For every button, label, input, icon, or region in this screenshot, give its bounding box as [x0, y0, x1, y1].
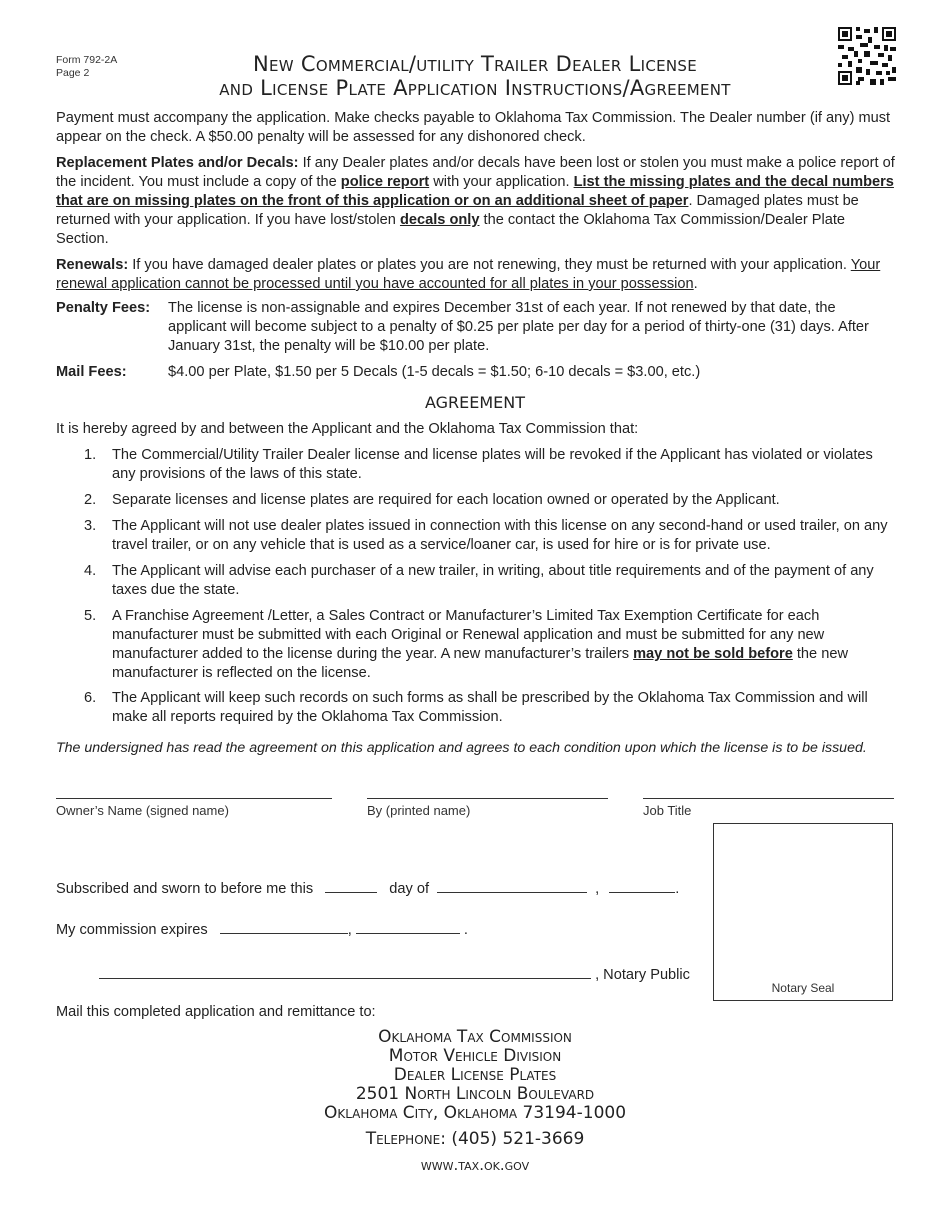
sworn-day-field[interactable]	[325, 877, 377, 893]
address-line-2: Motor Vehicle Division	[388, 1046, 562, 1066]
sworn-year-field[interactable]	[609, 877, 675, 893]
item-number: 2.	[84, 492, 97, 508]
notary-public-label: , Notary Public	[595, 967, 690, 983]
page-number: Page 2	[56, 67, 90, 79]
notary-signature-field[interactable]	[99, 963, 591, 979]
commission-expires-row	[56, 918, 468, 938]
page-title	[100, 52, 850, 100]
subscribed-sworn-row	[56, 877, 679, 897]
penalty-fees-label: Penalty Fees:	[56, 300, 151, 316]
decals-only-emphasis: decals only	[399, 212, 480, 228]
missing-plates-emphasis: List the missing plates and the decal numbers that are on missing plates on the front of this application or on an additional sheet of paper	[56, 174, 894, 209]
agreement-heading: AGREEMENT	[424, 393, 526, 412]
job-title-line[interactable]	[643, 798, 894, 799]
commission-month-day-field[interactable]	[220, 918, 348, 934]
qr-code-icon	[838, 27, 896, 85]
item-text: Separate licenses and license plates are required for each location owned or operated by the Applicant.	[112, 492, 780, 508]
commission-expires-label: My commission expires	[56, 922, 208, 938]
printed-name-label: By (printed name)	[367, 803, 471, 818]
payment-paragraph	[56, 109, 896, 147]
payment-text: Payment must accompany the application. Make checks payable to Oklahoma Tax Commission. The Dealer number (if any) must appear on the check. A $50.00 penalty will be assessed for any dishonored check.	[56, 110, 891, 145]
address-line-4: 2501 North Lincoln Boulevard	[355, 1084, 595, 1104]
notary-seal-label: Notary Seal	[771, 981, 835, 995]
police-report-emphasis: police report	[340, 174, 430, 190]
penalty-fees-row	[56, 299, 896, 356]
commission-year-field[interactable]	[356, 918, 460, 934]
comma-separator: ,	[595, 881, 600, 897]
mail-to-intro: Mail this completed application and remittance to:	[56, 1004, 376, 1020]
renewals-label: Renewals:	[56, 257, 129, 273]
replacement-paragraph	[56, 154, 896, 249]
item-text-a: A Franchise Agreement /Letter, a Sales Contract or Manufacturer’s Limited Tax Exemption Certificate for each manufacturer must be submitted with each Original or Renewal application and must be submitted for any new manufacturer added to the license during the year. A new manufacturer’s trailers	[112, 608, 825, 662]
item-text-c: the new manufacturer is reflected on the license.	[112, 646, 848, 681]
undersigned-statement: The undersigned has read the agreement on this application and agrees to each condition upon which the license is to be issued.	[56, 740, 867, 756]
mail-fees-text: $4.00 per Plate, $1.50 per 5 Decals (1-5 decals = $1.50; 6-10 decals = $3.00, etc.)	[168, 364, 701, 380]
item-text: The Applicant will keep such records on such forms as shall be prescribed by the Oklahoma Tax Commission and will make all reports required by the Oklahoma Tax Commission.	[112, 690, 868, 725]
item-number: 4.	[84, 563, 97, 579]
not-sold-emphasis: may not be sold before	[633, 646, 793, 662]
replacement-label: Replacement Plates and/or Decals:	[56, 155, 299, 171]
replacement-text-1: If any Dealer plates and/or decals have been lost or stolen you must make a police report of the incident. You must include a copy of the	[56, 155, 895, 190]
title-line-2: and License Plate Application Instructions/Agreement	[219, 76, 731, 100]
comma-separator: ,	[347, 922, 352, 938]
renewals-paragraph	[56, 256, 896, 294]
notary-seal-box	[713, 823, 893, 1001]
item-number: 6.	[84, 690, 97, 706]
penalty-fees-text: The license is non-assignable and expires December 31st of each year. If not renewed by that date, the applicant will become subject to a penalty of $0.25 per plate per day for a period of thirty-one (31) days. After January 31st, the penalty will be $10.00 per plate.	[168, 300, 869, 354]
renewals-end: .	[693, 276, 698, 292]
replacement-text-3: . Damaged plates must be returned with your application. If you have lost/stolen	[56, 193, 859, 228]
day-of-label: day of	[389, 881, 430, 897]
job-title-label: Job Title	[643, 803, 692, 818]
item-text	[112, 607, 896, 683]
item-number: 3.	[84, 518, 97, 534]
printed-name-line[interactable]	[367, 798, 608, 799]
notary-public-row	[99, 963, 690, 983]
item-text: The Commercial/Utility Trailer Dealer license and license plates will be revoked if the Applicant has violated or violates any provisions of the laws of this state.	[112, 447, 873, 482]
address-line-1: Oklahoma Tax Commission	[378, 1027, 572, 1047]
period-separator: .	[463, 922, 468, 938]
address-line-3: Dealer License Plates	[393, 1065, 557, 1085]
mail-fees-row	[56, 363, 896, 382]
mailing-address	[0, 1028, 950, 1123]
subscribed-label: Subscribed and sworn to before me this	[56, 881, 314, 897]
owner-signature-line[interactable]	[56, 798, 332, 799]
form-number: Form 792-2A	[56, 54, 118, 66]
renewals-text: If you have damaged dealer plates or plates you are not renewing, they must be returned with your application.	[128, 257, 851, 273]
item-number: 1.	[84, 447, 97, 463]
renewals-underline: Your renewal application cannot be processed until you have accounted for all plates in your possession	[56, 257, 881, 292]
sworn-month-field[interactable]	[437, 877, 587, 893]
mail-fees-label: Mail Fees:	[56, 364, 127, 380]
item-text: The Applicant will advise each purchaser of a new trailer, in writing, about title requirements and of the payment of any taxes due the state.	[112, 563, 874, 598]
owner-name-label: Owner’s Name (signed name)	[56, 803, 229, 818]
period-separator: .	[675, 881, 680, 897]
agreement-intro: It is hereby agreed by and between the Applicant and the Oklahoma Tax Commission that:	[56, 421, 639, 437]
title-line-1: New Commercial/utility Trailer Dealer License	[252, 52, 698, 76]
replacement-text-2: with your application.	[429, 174, 574, 190]
website-link[interactable]: www.tax.ok.gov	[420, 1156, 530, 1174]
replacement-text-4: the contact the Oklahoma Tax Commission/Dealer Plate Section.	[56, 212, 846, 247]
address-line-5: Oklahoma City, Oklahoma 73194-1000	[323, 1103, 627, 1123]
item-text: The Applicant will not use dealer plates issued in connection with this license on any second-hand or used trailer, on any travel trailer, or on any vehicle that is used as a service/loaner car, is used for hire or is for private use.	[112, 518, 888, 553]
item-number: 5.	[84, 608, 97, 624]
telephone: Telephone: (405) 521-3669	[365, 1129, 585, 1149]
